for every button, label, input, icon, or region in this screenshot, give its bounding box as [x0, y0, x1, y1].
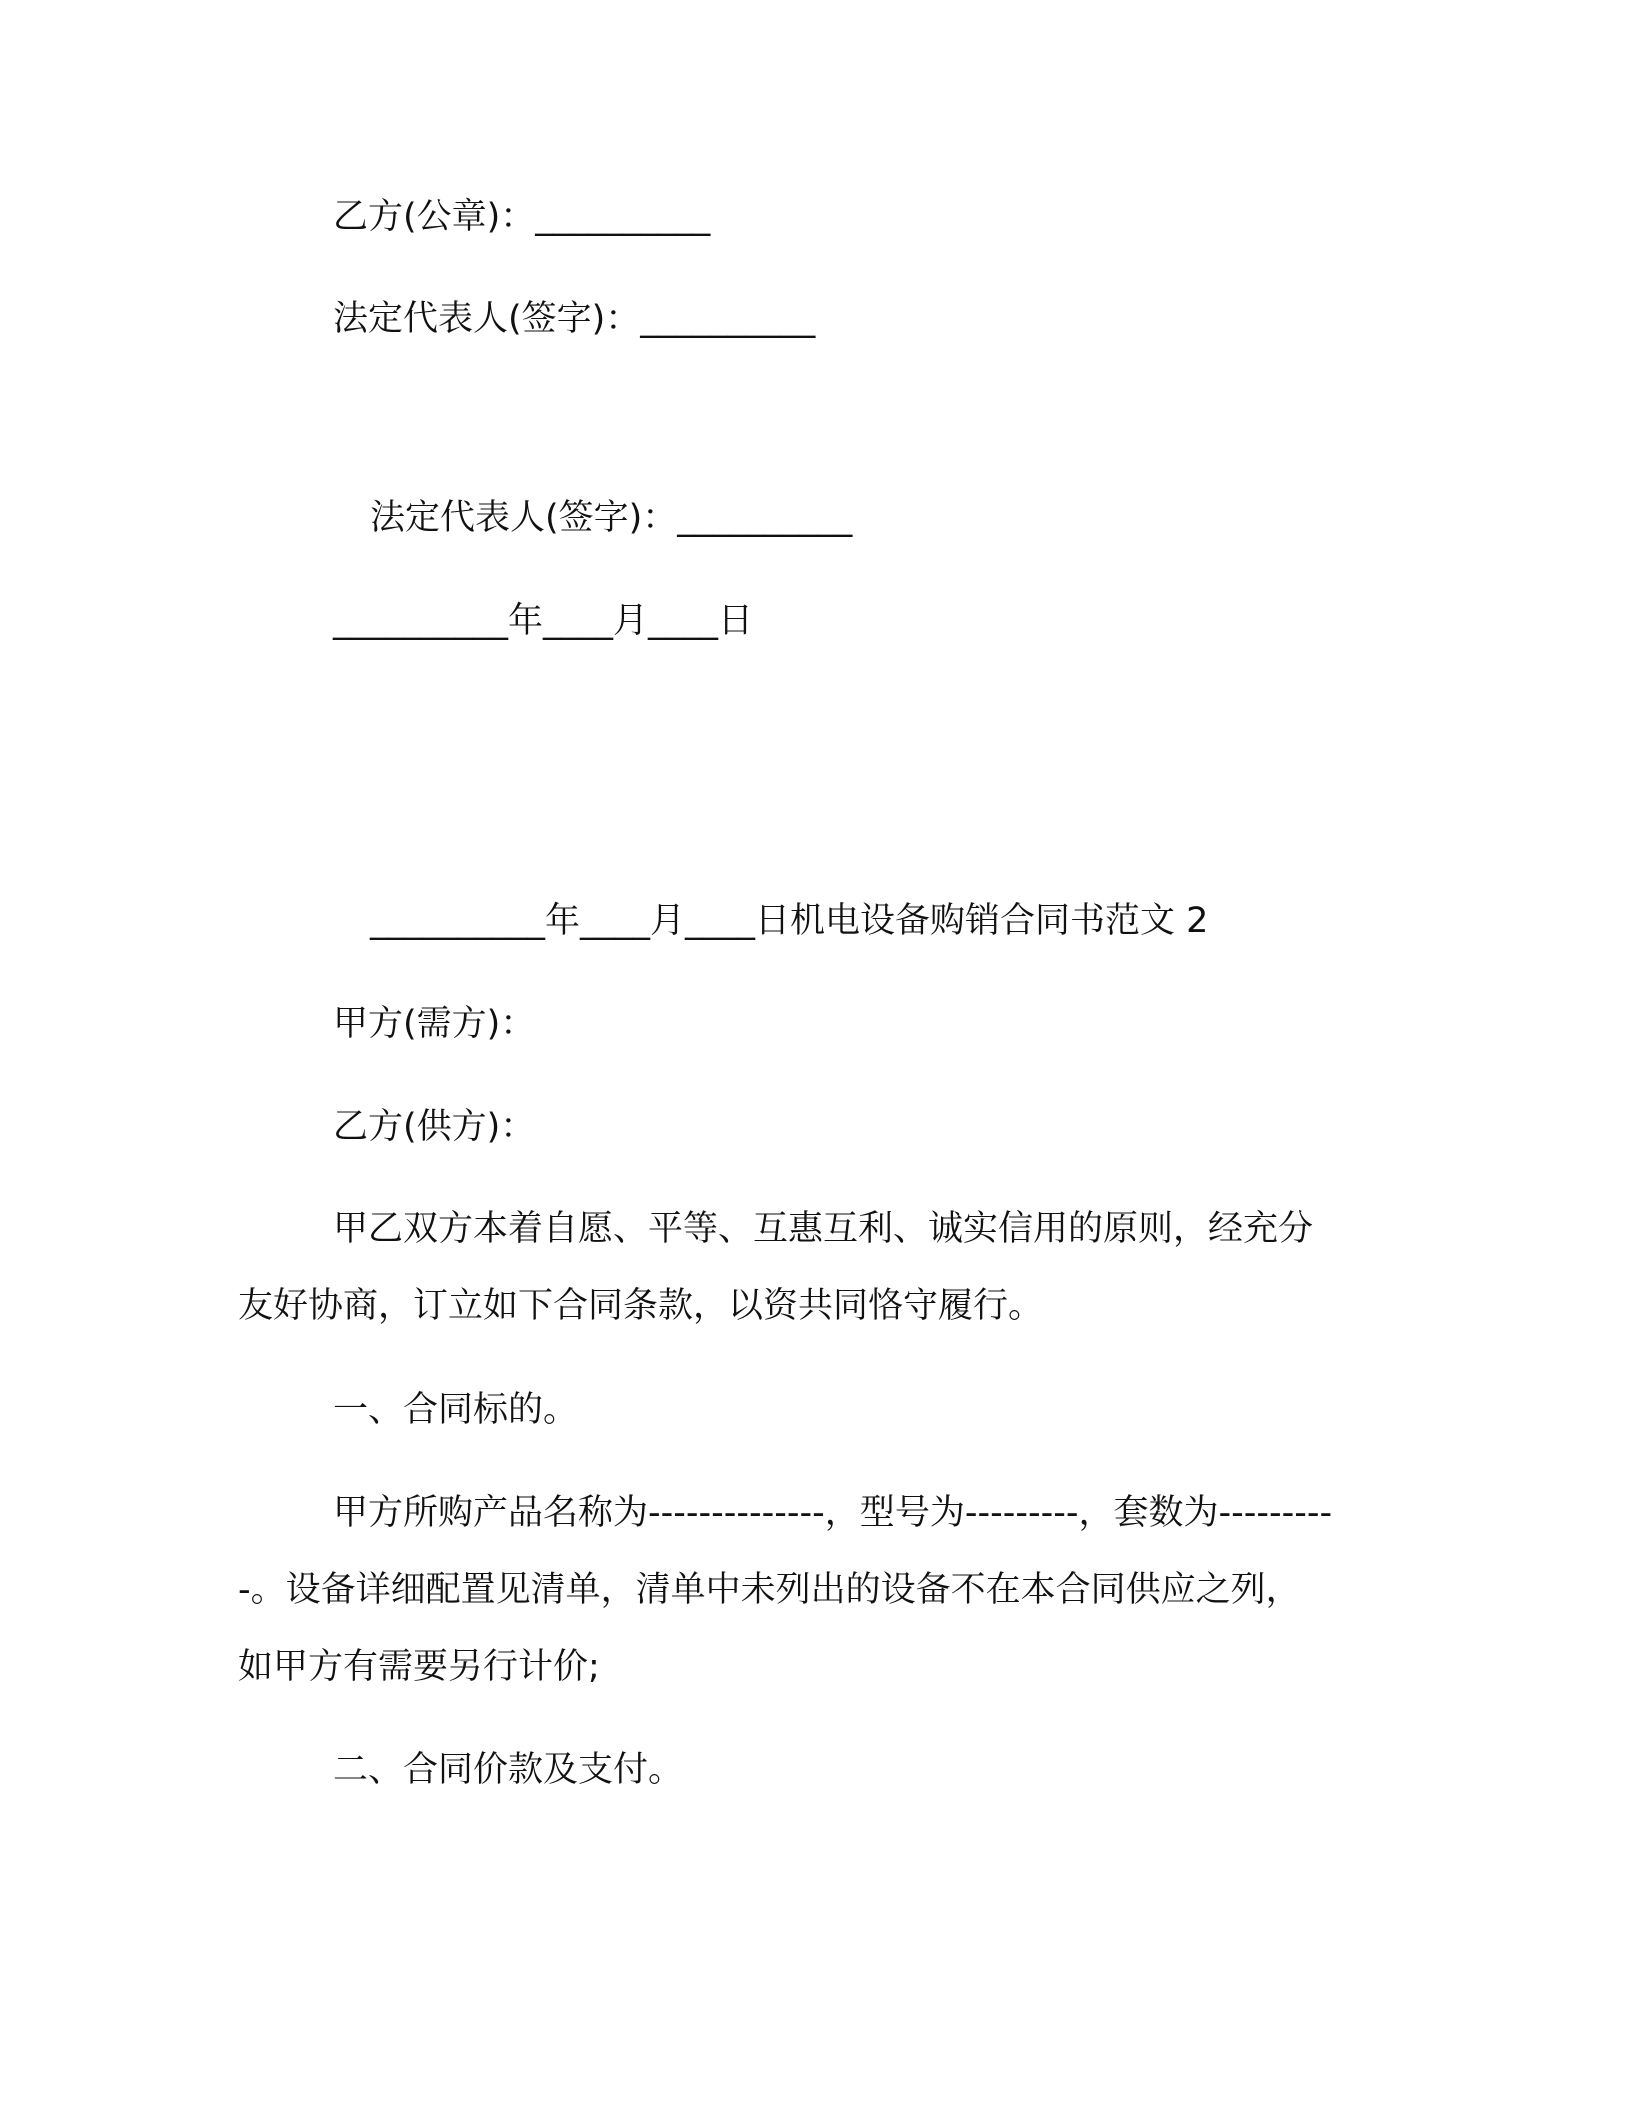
section-1-line-3: 如甲方有需要另行计价;: [238, 1647, 600, 1687]
section-2-heading: 二、合同价款及支付。: [333, 1750, 684, 1790]
party-b-seal-line: 乙方(公章)：__________: [333, 197, 711, 237]
contract-title: __________年____月____日机电设备购销合同书范文 2: [370, 901, 1209, 941]
signature-date-line: __________年____月____日: [333, 601, 754, 641]
preamble-line-1: 甲乙双方本着自愿、平等、互惠互利、诚实信用的原则，经充分: [333, 1209, 1314, 1249]
legal-representative-signature-line: 法定代表人(签字)：__________: [333, 299, 816, 339]
preamble-line-2: 友好协商，订立如下合同条款，以资共同恪守履行。: [238, 1286, 1044, 1326]
legal-representative-signature-line-2: 法定代表人(签字)：__________: [370, 498, 853, 538]
party-b-line: 乙方(供方)：: [333, 1107, 536, 1147]
section-1-line-1: 甲方所购产品名称为--------------，型号为---------，套数为---------: [333, 1493, 1333, 1533]
party-a-line: 甲方(需方)：: [333, 1004, 536, 1044]
section-1-line-2: -。设备详细配置见清单，清单中未列出的设备不在本合同供应之列，: [238, 1570, 1301, 1610]
section-1-heading: 一、合同标的。: [333, 1390, 579, 1430]
